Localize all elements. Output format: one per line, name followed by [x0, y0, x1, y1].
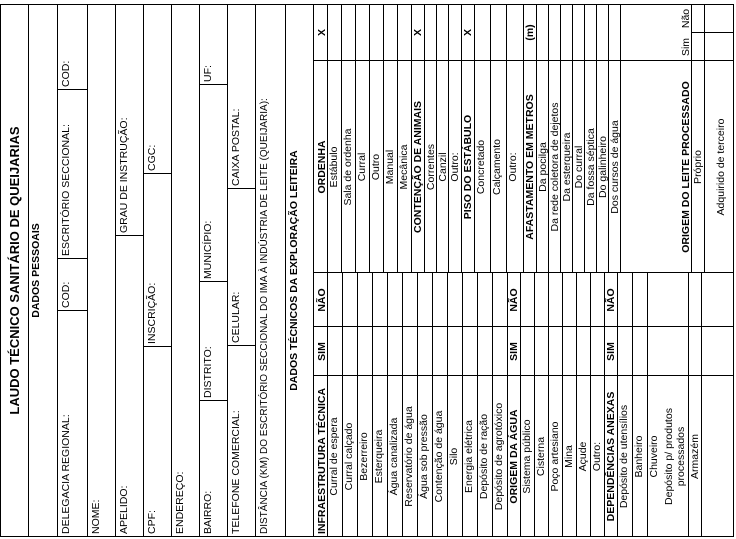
- leite-nao-header: Não: [680, 8, 692, 29]
- infra-item: Depósito de ração: [478, 413, 490, 500]
- ordenha-item: Estábulo: [328, 146, 340, 188]
- infra-item: Silo: [448, 447, 460, 466]
- agua-nao-header: NÃO: [508, 288, 520, 312]
- divider: [87, 4, 88, 537]
- piso-item: Calçamento: [491, 138, 503, 196]
- leite-item: Próprio: [692, 150, 704, 184]
- divider: [313, 4, 314, 537]
- uf-label: UF:: [202, 65, 214, 82]
- divider: [115, 235, 143, 236]
- endereco-label: ENDEREÇO:: [174, 471, 186, 534]
- inscricao-label: INSCRIÇÃO:: [146, 282, 158, 344]
- divider: [57, 310, 87, 311]
- ordenha-item: Mecânica: [398, 144, 410, 190]
- agua-item: Sistema público: [521, 419, 533, 494]
- distrito-label: DISTRITO:: [202, 346, 214, 398]
- ordenha-item: Sala de ordenha: [342, 128, 354, 206]
- delegacia-label: DELEGACIA REGIONAL:: [60, 414, 72, 534]
- infra-item: Contenção de água: [433, 410, 445, 503]
- leite-item: Adquirido de terceiro: [715, 118, 727, 216]
- escritorio-label: ESCRITÓRIO SECCIONAL:: [60, 124, 72, 256]
- divider: [115, 4, 116, 537]
- divider: [57, 258, 87, 259]
- piso-mark: X: [462, 29, 474, 37]
- cgc-label: CGC:: [146, 144, 158, 171]
- divider: [620, 4, 621, 273]
- nao-column-line: [691, 32, 734, 33]
- divider: [143, 4, 144, 537]
- municipio-label: MUNICÍPIO:: [202, 220, 214, 279]
- cpf-label: CPF:: [146, 510, 158, 534]
- piso-item: Concretado: [475, 139, 487, 195]
- afast-item: Da fossa séptica: [585, 128, 597, 206]
- nome-label: NOME:: [90, 499, 102, 534]
- agua-item: Poço artesiano: [549, 421, 561, 492]
- divider: [704, 4, 705, 273]
- nao-column-line: [313, 326, 734, 327]
- ordenha-mark: X: [316, 29, 328, 37]
- piso-heading: PISO DO ESTÁBULO: [462, 114, 474, 220]
- divider: [199, 84, 227, 85]
- agua-item: Outro:: [591, 441, 603, 472]
- divider: [227, 4, 228, 537]
- apelido-label: APELIDO:: [118, 485, 130, 534]
- dep-item: Banheiro: [633, 435, 645, 478]
- contencao-item: Correntes: [425, 143, 437, 191]
- divider: [57, 4, 58, 537]
- dep-item: Armazém: [689, 434, 701, 479]
- afast-heading: AFASTAMENTO EM METROS: [524, 94, 536, 240]
- agua-sim-header: SIM: [508, 342, 520, 361]
- agua-item: Cisterna: [535, 436, 547, 477]
- personal-heading: DADOS PESSOAIS: [30, 223, 42, 318]
- technical-heading: DADOS TÉCNICOS DA EXPLORAÇÃO LEITEIRA: [288, 150, 300, 391]
- dep-heading: DEPENDÊNCIAS ANEXAS: [605, 391, 617, 522]
- divider: [28, 4, 29, 537]
- divider: [199, 281, 227, 282]
- infra-item: Bezerreiro: [358, 432, 370, 481]
- telefone-label: TELEFONE COMERCIAL:: [230, 410, 242, 534]
- afast-item: Do galinheiro: [597, 136, 609, 198]
- leite-heading: ORIGEM DO LEITE PROCESSADO: [680, 81, 692, 253]
- caixa-label: CAIXA POSTAL:: [230, 108, 242, 186]
- divider: [143, 173, 171, 174]
- afast-item: Da esterqueira: [561, 132, 573, 202]
- infra-item: Curral de espera: [328, 417, 340, 496]
- dep-nao-header: NÃO: [605, 288, 617, 312]
- dep-item: Depósito de utensílios: [618, 404, 630, 509]
- divider: [199, 400, 227, 401]
- ordenha-heading: ORDENHA: [316, 140, 328, 194]
- afast-item: Da pocilga: [537, 142, 549, 192]
- contencao-item: Canzil: [437, 152, 449, 182]
- divider: [227, 345, 255, 346]
- infra-item: Energia elétrica: [463, 420, 475, 493]
- agua-heading: ORIGEM DA ÁGUA: [508, 409, 520, 504]
- sim-header: SIM: [316, 342, 328, 361]
- celular-label: CELULAR:: [230, 291, 242, 343]
- dep-sim-header: SIM: [605, 342, 617, 361]
- ordenha-item: Manual: [384, 149, 396, 185]
- divider: [143, 346, 171, 347]
- piso-item: Outro:: [507, 152, 519, 182]
- infra-item: Água canalizada: [388, 417, 400, 496]
- afast-item: Dos cursos de água: [609, 120, 621, 214]
- agua-item: Açude: [577, 441, 589, 472]
- cod-label-1: COD:: [60, 281, 72, 308]
- infra-item: Água sob pressão: [418, 414, 430, 499]
- contencao-heading: CONTENÇÃO DE ANIMAIS: [412, 100, 424, 234]
- agua-item: Mina: [563, 445, 575, 468]
- infra-heading: INFRAESTRUTURA TÉCNICA: [316, 387, 328, 534]
- afast-item: Do curral: [573, 145, 585, 189]
- ordenha-item: Outro: [370, 153, 382, 181]
- divider: [57, 89, 87, 90]
- leite-sim-header: Sim: [680, 37, 692, 57]
- afast-item: Da rede coletora de dejetos: [549, 102, 561, 232]
- distancia-label: DISTÂNCIA (KM) DO ESCRITÓRIO SECCIONAL DO IMA À INDÚSTRIA DE LEITE (QUEIJARIA):: [259, 98, 270, 534]
- form-title: LAUDO TÉCNICO SANITÁRIO DE QUEIJARIAS: [7, 126, 22, 415]
- infra-item: Depósito de agrotóxico: [493, 402, 505, 511]
- divider: [701, 273, 702, 537]
- contencao-item: Outro:: [449, 152, 461, 182]
- afast-unit: (m): [524, 24, 536, 41]
- infra-item: Curral calçado: [343, 422, 355, 491]
- nao-header: NÃO: [316, 288, 328, 312]
- infra-item: Reservatório de água: [403, 406, 415, 507]
- divider: [227, 188, 255, 189]
- divider: [285, 4, 286, 537]
- divider: [171, 4, 172, 537]
- dep-item: Depósito p/ produtos: [663, 408, 675, 505]
- dep-item: Chuveiro: [648, 435, 660, 478]
- cod-label-2: COD:: [60, 60, 72, 87]
- infra-item: Esterqueira: [373, 429, 385, 484]
- grau-label: GRAU DE INSTRUÇÃO:: [118, 117, 130, 233]
- ordenha-item: Curral: [356, 152, 368, 182]
- contencao-mark: X: [412, 29, 424, 37]
- divider: [255, 4, 256, 537]
- dep-item: processados: [675, 426, 687, 487]
- bairro-label: BAIRRO:: [202, 490, 214, 534]
